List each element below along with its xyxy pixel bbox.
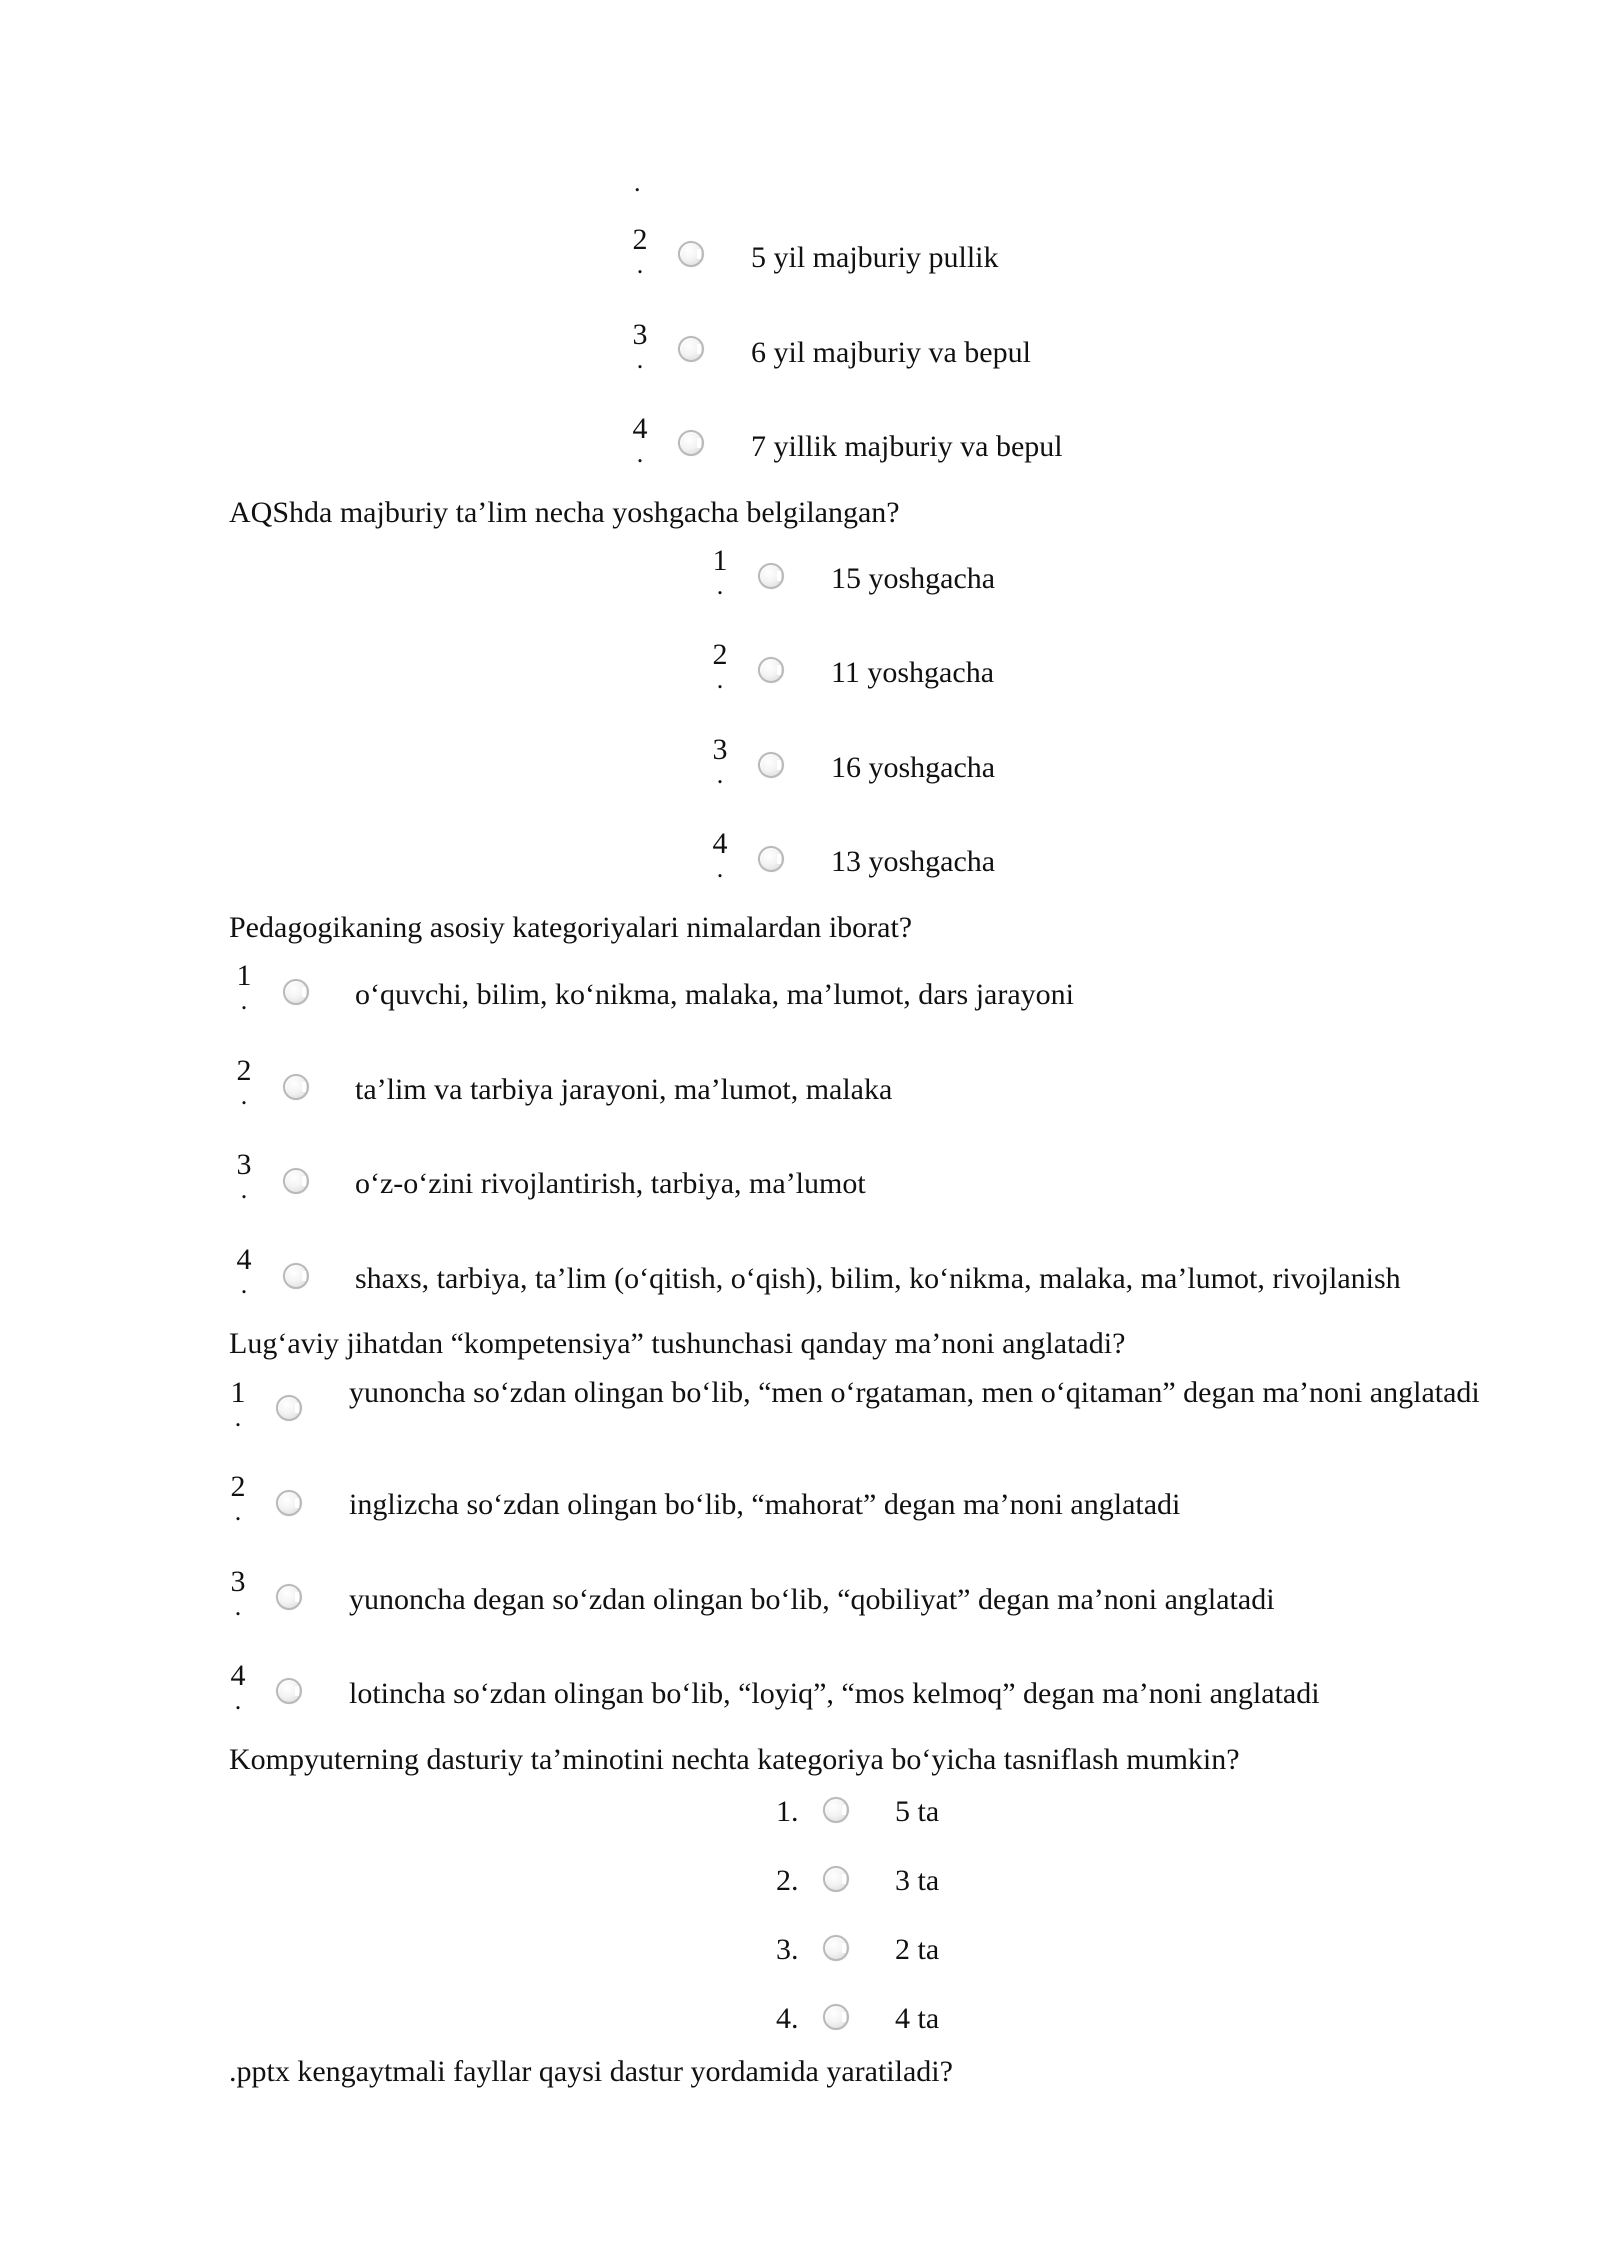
option-number: 1 . [712,544,728,600]
option-number: 3 . [632,318,648,374]
option-text: 3 ta [895,1864,940,1897]
option-number: 4 . [236,1243,252,1299]
radio-button-icon[interactable] [758,752,784,778]
option-number: 1. [776,1795,799,1828]
option-text: 7 yillik majburiy va bepul [751,430,1063,463]
radio-button-icon[interactable] [283,979,309,1005]
radio-button-icon[interactable] [678,241,704,267]
option-text: lotincha so‘zdan olingan bo‘lib, “loyiq”, “mos kelmoq” degan ma’noni anglatadi [349,1677,1320,1710]
radio-button-icon[interactable] [678,336,704,362]
radio-button-icon[interactable] [758,846,784,872]
option-text: 6 yil majburiy va bepul [751,336,1031,369]
option-text: yunoncha so‘zdan olingan bo‘lib, “men o‘rgataman, men o‘qitaman” degan ma’noni anglatadi [349,1376,1480,1409]
radio-button-icon[interactable] [283,1168,309,1194]
option-text: 11 yoshgacha [831,656,995,689]
question-3-text: Pedagogikaning asosiy kategoriyalari nimalardan iborat? [229,911,913,944]
option-number: 4 . [632,412,648,468]
radio-button-icon[interactable] [758,657,784,683]
option-text: o‘z-o‘zini rivojlantirish, tarbiya, ma’lumot [355,1167,866,1200]
radio-button-icon[interactable] [276,1584,302,1610]
option-number: 3. [776,1933,799,1966]
radio-button-icon[interactable] [283,1263,309,1289]
radio-button-icon[interactable] [283,1074,309,1100]
option-number: 2 . [236,1054,252,1110]
question-2-text: AQShda majburiy ta’lim necha yoshgacha belgilangan? [229,496,900,529]
option-text: yunoncha degan so‘zdan olingan bo‘lib, “qobiliyat” degan ma’noni anglatadi [349,1583,1275,1616]
option-number: 1 . [230,1376,246,1432]
radio-button-icon[interactable] [276,1490,302,1516]
radio-button-icon[interactable] [823,2004,849,2030]
option-text: 2 ta [895,1933,940,1966]
option-text: 13 yoshgacha [831,845,996,878]
option-text: inglizcha so‘zdan olingan bo‘lib, “mahorat” degan ma’noni anglatadi [349,1488,1181,1521]
option-text: 16 yoshgacha [831,751,996,784]
radio-button-icon[interactable] [678,430,704,456]
leading-dot: . [634,168,641,197]
option-text: 15 yoshgacha [831,562,996,595]
option-number: 2 . [230,1470,246,1526]
radio-button-icon[interactable] [758,563,784,589]
radio-button-icon[interactable] [276,1678,302,1704]
option-text: 5 ta [895,1795,940,1828]
question-4-text: Lug‘aviy jihatdan “kompetensiya” tushunchasi qanday ma’noni anglatadi? [229,1327,1126,1360]
radio-button-icon[interactable] [823,1866,849,1892]
question-5-text: Kompyuterning dasturiy ta’minotini nechta kategoriya bo‘yicha tasniflash mumkin? [229,1743,1240,1776]
option-number: 3 . [236,1148,252,1204]
option-number: 2 . [632,223,648,279]
radio-button-icon[interactable] [276,1395,302,1421]
option-number: 1 . [236,959,252,1015]
option-number: 2 . [712,638,728,694]
option-text: 4 ta [895,2002,940,2035]
option-number: 4 . [712,827,728,883]
option-text: o‘quvchi, bilim, ko‘nikma, malaka, ma’lumot, dars jarayoni [355,978,1074,1011]
option-text: ta’lim va tarbiya jarayoni, ma’lumot, malaka [355,1073,893,1106]
question-6-text: .pptx kengaytmali fayllar qaysi dastur yordamida yaratiladi? [229,2055,953,2088]
option-text: shaxs, tarbiya, ta’lim (o‘qitish, o‘qish), bilim, ko‘nikma, malaka, ma’lumot, rivojlanish [355,1262,1401,1295]
option-number: 4. [776,2002,799,2035]
option-number: 3 . [712,733,728,789]
radio-button-icon[interactable] [823,1935,849,1961]
option-number: 3 . [230,1565,246,1621]
option-number: 2. [776,1864,799,1897]
option-text: 5 yil majburiy pullik [751,241,999,274]
option-number: 4 . [230,1659,246,1715]
radio-button-icon[interactable] [823,1797,849,1823]
